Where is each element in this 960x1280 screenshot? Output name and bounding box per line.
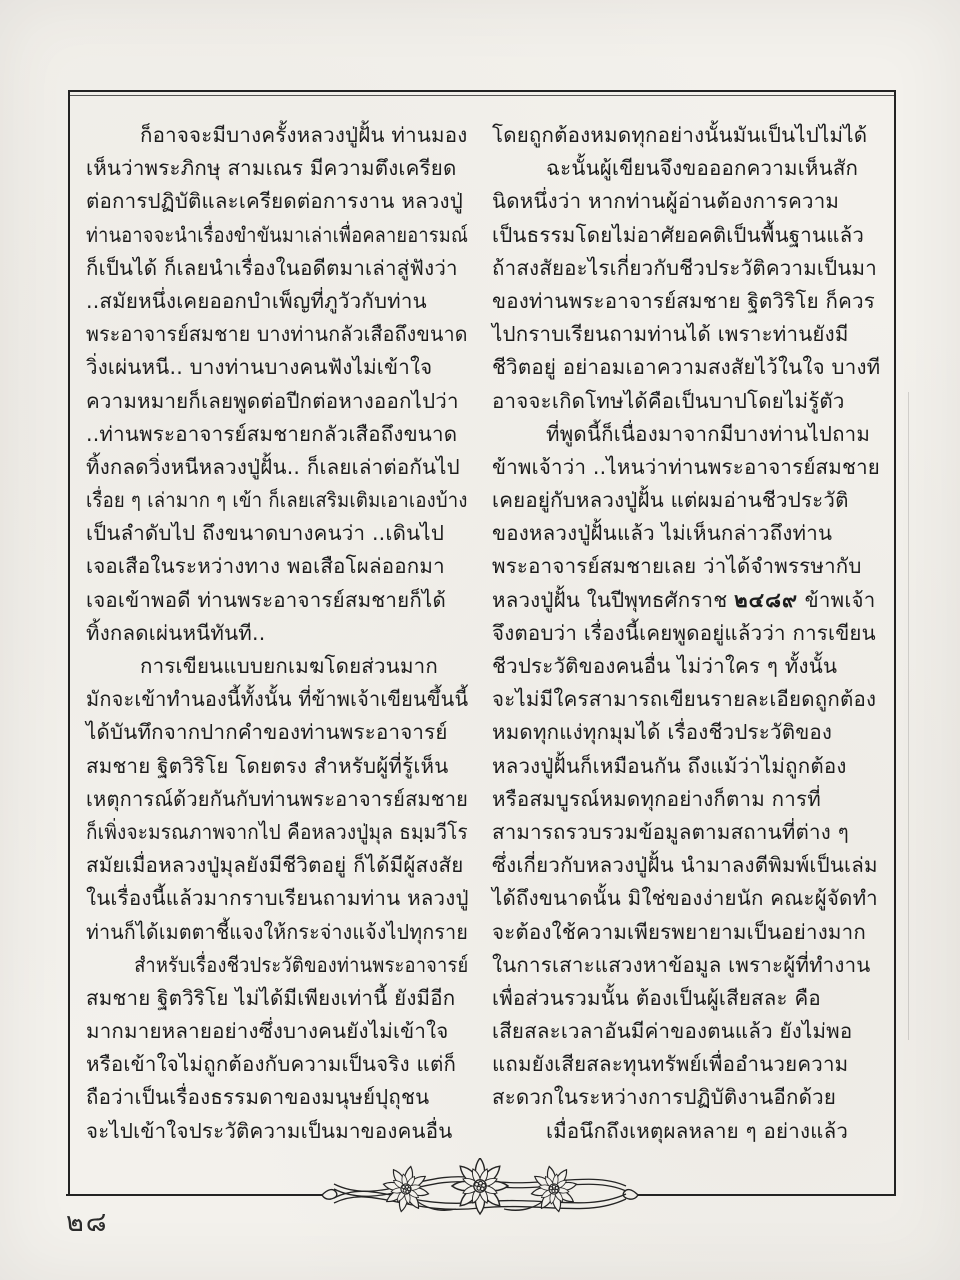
text-line: พระอาจารย์สมชาย บางท่านกลัวเสือถึงขนาด (86, 322, 468, 347)
text-line: จะต้องใช้ความเพียรพยายามเป็นอย่างมาก (492, 919, 866, 944)
text-line: ..ท่านพระอาจารย์สมชายกลัวเสือถึงขนาด (86, 421, 458, 446)
text-line: แถมยังเสียสละทุนทรัพย์เพื่ออำนวยความ (492, 1052, 849, 1077)
text-line: ก็เพิ่งจะมรณภาพจากไป คือหลวงปู่มุล ธมฺมวีโร (86, 819, 468, 844)
page-number: ๒๘ (66, 1207, 109, 1238)
text-line: ถือว่าเป็นเรื่องธรรมดาของมนุษย์ปุถุชน (86, 1085, 430, 1110)
text-line: จะไม่มีใครสามารถเขียนรายละเอียดถูกต้อง (492, 687, 877, 712)
text-line: ได้บันทึกจากปากคำของท่านพระอาจารย์ (86, 720, 448, 745)
text-line: โดยถูกต้องหมดทุกอย่างนั้นมันเป็นไปไม่ได้ (492, 123, 868, 147)
text-line: เห็นว่าพระภิกษุ สามเณร มีความตึงเครียด (86, 156, 457, 181)
text-line: ฉะนั้นผู้เขียนจึงขอออกความเห็นสัก (546, 156, 859, 181)
text-line: มักจะเข้าทำนองนี้ทั้งนั้น ที่ข้าพเจ้าเขียนขึ้นนี้ (86, 687, 469, 712)
text-line: ทิ้งกลดวิ่งหนีหลวงปู่ฝั้น.. ก็เลยเล่าต่อกันไป (86, 454, 460, 479)
text-line: พระอาจารย์สมชายเลย ว่าได้จำพรรษากับ (492, 554, 862, 579)
text-line: ก็อาจจะมีบางครั้งหลวงปู่ฝั้น ท่านมอง (140, 123, 468, 147)
text-line: ท่านอาจจะนำเรื่องขำขันมาเล่าเพื่อคลายอารมณ์ (86, 222, 469, 247)
text-line: ถ้าสงสัยอะไรเกี่ยวกับชีวประวัติความเป็นมา (492, 255, 877, 280)
text-line: วิ่งเผ่นหนี.. บางท่านบางคนฟังไม่เข้าใจ (86, 355, 433, 380)
text-line: สำหรับเรื่องชีวประวัติของท่านพระอาจารย์ (134, 952, 469, 977)
text-line: เคยอยู่กับหลวงปู่ฝั้น แต่ผมอ่านชีวประวัติ (492, 488, 849, 513)
text-line: มากมายหลายอย่างซึ่งบางคนยังไม่เข้าใจ (86, 1019, 449, 1044)
text-line: สามารถรวบรวมข้อมูลตามสถานที่ต่าง ๆ (492, 819, 849, 844)
text-line: เจอเข้าพอดี ท่านพระอาจารย์สมชายก็ได้ (86, 587, 446, 612)
text-line: นิดหนึ่งว่า หากท่านผู้อ่านต้องการความ (492, 189, 840, 214)
text-line: หลวงปู่ฝั้นก็เหมือนกัน ถึงแม้ว่าไม่ถูกต้อง (492, 753, 847, 778)
text-line: ของท่านพระอาจารย์สมชาย ฐิตวิริโย ก็ควร (492, 288, 875, 313)
text-line: อาจจะเกิดโทษได้คือเป็นบาปโดยไม่รู้ตัว (492, 388, 845, 413)
left-text-column (86, 119, 468, 1148)
text-line: ได้ถึงขนาดนั้น มิใช่ของง่ายนัก คณะผู้จัดทำ (492, 886, 878, 911)
text-line: ต่อการปฏิบัติและเครียดต่อการงาน หลวงปู่ (86, 189, 463, 214)
right-text-column (492, 119, 879, 1148)
text-line: ของหลวงปู่ฝั้นแล้ว ไม่เห็นกล่าวถึงท่าน (492, 521, 833, 546)
text-line: เป็นธรรมโดยไม่อาศัยอคติเป็นพื้นฐานแล้ว (492, 222, 865, 247)
text-line: หรือสมบูรณ์หมดทุกอย่างก็ตาม การที่ (492, 786, 821, 811)
text-line: ที่พูดนี้ก็เนื่องมาจากมีบางท่านไปถาม (546, 421, 871, 446)
text-line: ท่านก็ได้เมตตาชี้แจงให้กระจ่างแจ้งไปทุกราย (86, 919, 468, 944)
text-line: ไปกราบเรียนถามท่านได้ เพราะท่านยังมี (492, 322, 849, 347)
text-line: ในการเสาะแสวงหาข้อมูล เพราะผู้ที่ทำงาน (492, 952, 871, 977)
text-line: ในเรื่องนี้แล้วมากราบเรียนถามท่าน หลวงปู่ (86, 886, 469, 911)
text-line: จะไปเข้าใจประวัติความเป็นมาของคนอื่น (86, 1118, 453, 1143)
text-line: ข้าพเจ้าว่า ..ไหนว่าท่านพระอาจารย์สมชาย (492, 454, 881, 479)
text-line: สมชาย ฐิตวิริโย ไม่ได้มีเพียงเท่านี้ ยังมีอีก (86, 985, 456, 1010)
text-line: หลวงปู่ฝั้น ในปีพุทธศักราช ๒๔๘๙ ข้าพเจ้า (492, 587, 876, 612)
text-line: สมัยเมื่อหลวงปู่มุลยังมีชีวิตอยู่ ก็ได้มีผู้สงสัย (86, 853, 464, 878)
text-line: ซึ่งเกี่ยวกับหลวงปู่ฝั้น นำมาลงตีพิมพ์เป็นเล่ม (492, 853, 878, 878)
text-line: ชีวิตอยู่ อย่าอมเอาความสงสัยไว้ในใจ บางที (492, 355, 881, 380)
text-line: เจอเสือในระหว่างทาง พอเสือโผล่ออกมา (86, 554, 445, 579)
scan-artifact-line (908, 392, 909, 1040)
text-line: เพื่อส่วนรวมนั้น ต้องเป็นผู้เสียสละ คือ (492, 985, 821, 1010)
text-line: ชีวประวัติของคนอื่น ไม่ว่าใคร ๆ ทั้งนั้น (492, 654, 838, 678)
text-line: หมดทุกแง่ทุกมุมได้ เรื่องชีวประวัติของ (492, 720, 833, 745)
text-line: หรือเข้าใจไม่ถูกต้องกับความเป็นจริง แต่ก็ (86, 1052, 457, 1077)
text-line: เสียสละเวลาอันมีค่าของตนแล้ว ยังไม่พอ (492, 1019, 853, 1044)
text-line: เมื่อนึกถึงเหตุผลหลาย ๆ อย่างแล้ว (546, 1118, 849, 1143)
text-line: ก็เป็นได้ ก็เลยนำเรื่องในอดีตมาเล่าสู่ฟังว่า (86, 255, 458, 280)
text-line: ..สมัยหนึ่งเคยออกบำเพ็ญที่ภูวัวกับท่าน (86, 288, 427, 313)
text-line: สมชาย ฐิตวิริโย โดยตรง สำหรับผู้ที่รู้เห็น (86, 753, 449, 778)
text-line: จึงตอบว่า เรื่องนี้เคยพูดอยู่แล้วว่า การเขียน (492, 620, 876, 645)
text-line: เรื่อย ๆ เล่ามาก ๆ เข้า ก็เลยเสริมเติมเอาเองบ้าง (86, 488, 468, 513)
text-line: เป็นลำดับไป ถึงขนาดบางคนว่า ..เดินไป (86, 521, 445, 546)
floral-divider (66, 1158, 894, 1222)
text-line: ความหมายก็เลยพูดต่อปีกต่อหางออกไปว่า (86, 388, 459, 413)
text-line: สะดวกในระหว่างการปฏิบัติงานอีกด้วย (492, 1085, 837, 1110)
text-line: เหตุการณ์ด้วยกันกับท่านพระอาจารย์สมชาย (86, 786, 469, 811)
text-line: การเขียนแบบยกเมฆโดยส่วนมาก (140, 654, 438, 678)
text-line: ทิ้งกลดเผ่นหนีทันที.. (86, 620, 266, 645)
